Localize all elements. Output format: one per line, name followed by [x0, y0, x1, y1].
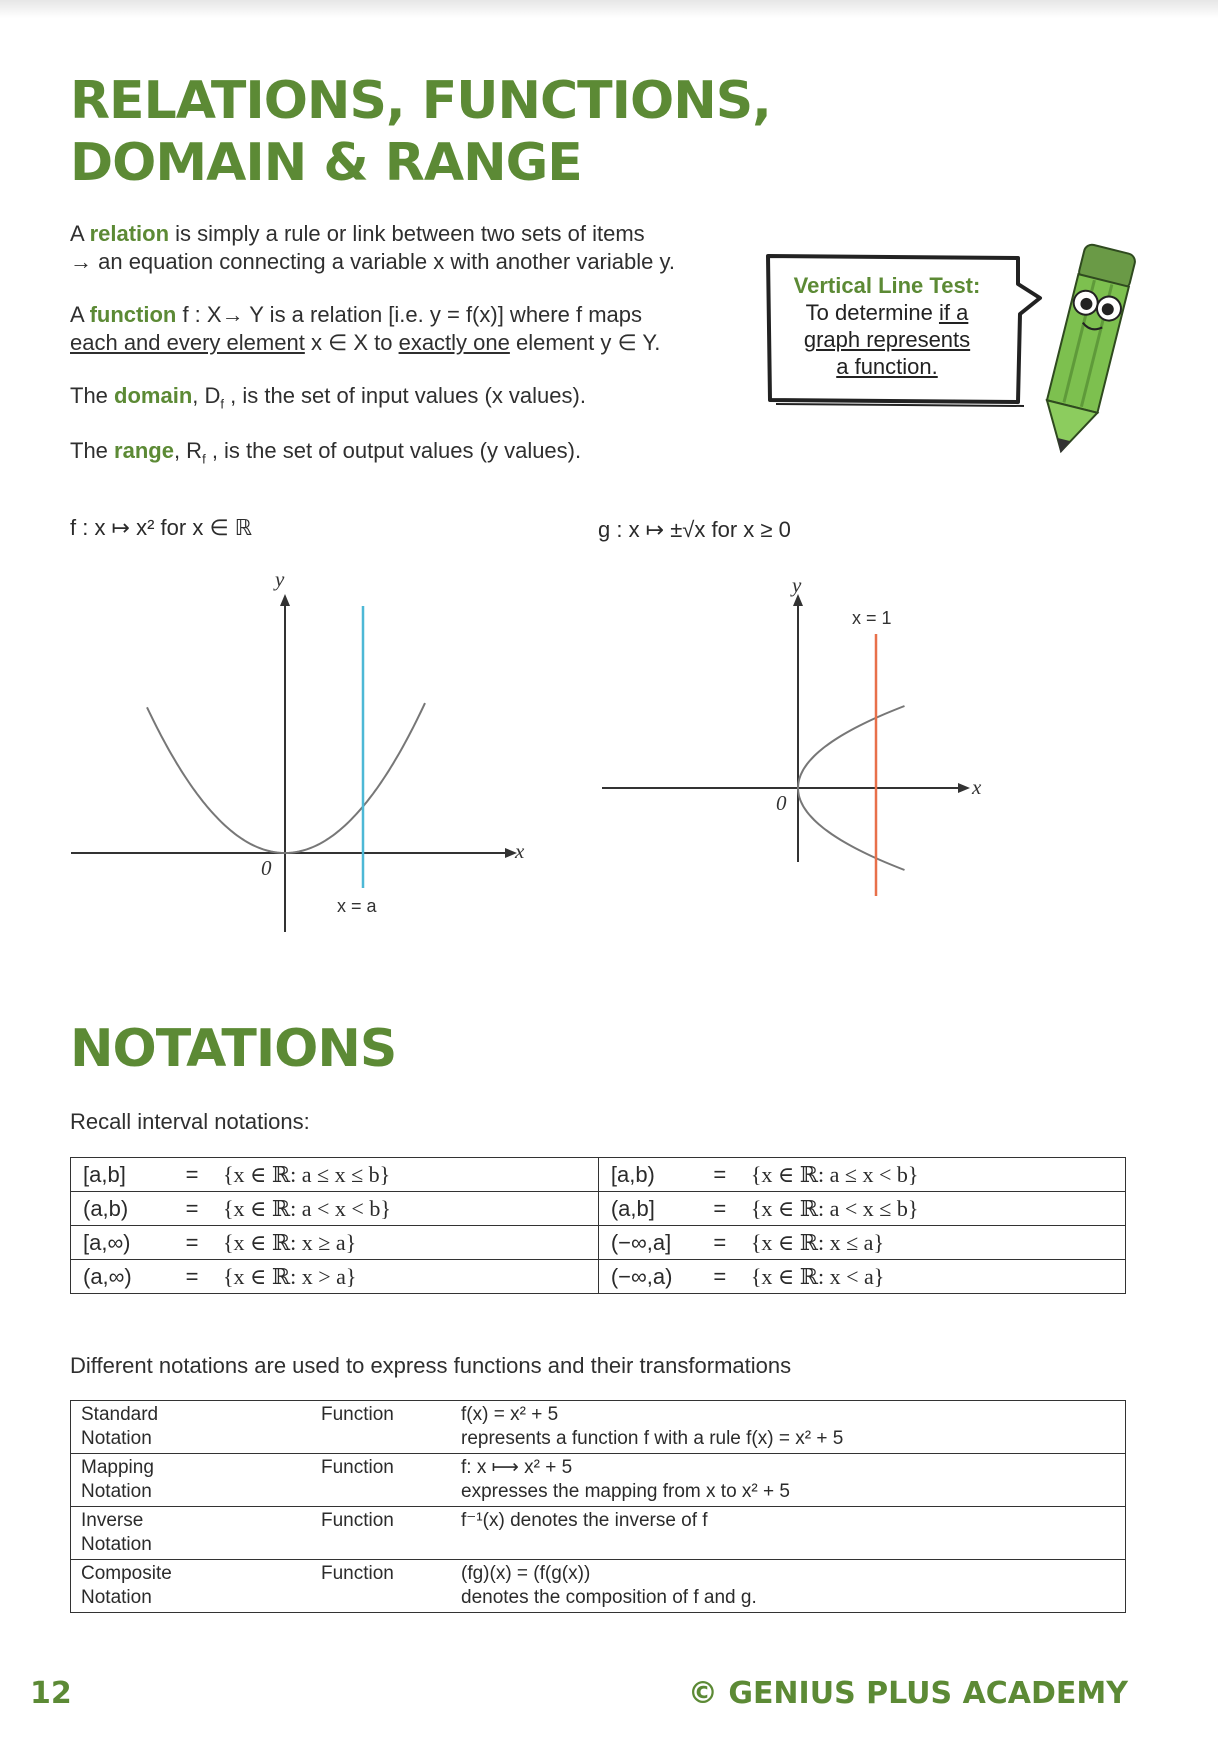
relation-definition: [70, 220, 675, 276]
range-definition: [70, 437, 581, 473]
function-underline-2: exactly one: [398, 330, 510, 355]
footer-copyright: © GENIUS PLUS ACADEMY: [687, 1676, 1128, 1711]
graph-f-parabola: [65, 560, 545, 940]
notation-name-line-1: Mapping: [81, 1457, 154, 1478]
notation-description-line-1: f(x) = x² + 5: [461, 1404, 559, 1425]
notation-description-line-1: f⁻¹(x) denotes the inverse of f: [461, 1510, 708, 1531]
notation-description-line-2: represents a function f with a rule f(x) = x² + 5: [461, 1428, 844, 1449]
interval-equals: =: [173, 1192, 211, 1226]
interval-row: [71, 1226, 1126, 1260]
graph-g-origin: 0: [776, 791, 787, 815]
notation-description-line-2: expresses the mapping from x to x² + 5: [461, 1481, 790, 1502]
function-end: element y ∈ Y.: [509, 330, 661, 355]
domain-post: , D: [192, 383, 221, 408]
interval-right-set: {x ∈ ℝ: a ≤ x < b}: [739, 1158, 1126, 1192]
notation-type: Function: [321, 1507, 451, 1560]
page-top-shadow: [0, 0, 1218, 18]
notation-name: [71, 1560, 322, 1613]
callout-line-2: graph represents: [803, 327, 971, 352]
domain-term: domain: [114, 383, 193, 408]
interval-left-notation: (a,b): [71, 1192, 174, 1226]
interval-right-set: {x ∈ ℝ: x ≤ a}: [739, 1226, 1126, 1260]
relation-pre: A: [70, 221, 90, 246]
range-post: , R: [173, 438, 203, 463]
interval-right-notation: (−∞,a]: [598, 1226, 701, 1260]
interval-notation-table: [70, 1157, 1126, 1294]
function-notation-row: [71, 1454, 1126, 1507]
callout-line-1-pre: To determine: [805, 300, 939, 325]
domain-pre: The: [70, 383, 115, 408]
graph-g-label: g : x ↦ ±√x for x ≥ 0: [598, 517, 791, 542]
notation-description-line-1: (fg)(x) = (f(g(x)): [461, 1563, 591, 1584]
interval-left-notation: [a,∞): [71, 1226, 174, 1260]
graph-f-label: f : x ↦ x² for x ∈ ℝ: [70, 515, 253, 540]
function-notation-row: [71, 1560, 1126, 1613]
interval-row: [71, 1260, 1126, 1294]
graph-f-y-label: y: [275, 567, 285, 591]
domain-definition: [70, 382, 586, 418]
function-pre: A: [70, 302, 90, 327]
function-mid: x ∈ X to: [304, 330, 399, 355]
graph-g-y-label: y: [792, 573, 802, 597]
function-notation-table: [70, 1400, 1126, 1613]
function-definition: [70, 301, 660, 357]
notation-description: [451, 1401, 1126, 1454]
callout-title: Vertical Line Test:: [793, 273, 981, 298]
interval-equals: =: [173, 1226, 211, 1260]
notation-description: [451, 1560, 1126, 1613]
title-line-1: RELATIONS, FUNCTIONS,: [70, 71, 771, 131]
interval-equals: =: [173, 1260, 211, 1294]
interval-right-set: {x ∈ ℝ: x < a}: [739, 1260, 1126, 1294]
callout-line-3: a function.: [836, 354, 938, 379]
interval-left-set: {x ∈ ℝ: x ≥ a}: [211, 1226, 598, 1260]
interval-right-notation: (−∞,a): [598, 1260, 701, 1294]
range-end: , is the set of output values (y values).: [205, 438, 582, 463]
range-sub: f: [202, 451, 206, 467]
range-pre: The: [70, 438, 115, 463]
notation-type: Function: [321, 1401, 451, 1454]
notation-name-line-2: Notation: [81, 1587, 152, 1608]
interval-row: [71, 1158, 1126, 1192]
graph-f-line-label: x = a: [337, 896, 377, 916]
interval-left-set: {x ∈ ℝ: x > a}: [211, 1260, 598, 1294]
interval-right-set: {x ∈ ℝ: a < x ≤ b}: [739, 1192, 1126, 1226]
title-line-2: DOMAIN & RANGE: [70, 133, 582, 193]
notation-description-line-2: denotes the composition of f and g.: [461, 1587, 757, 1608]
notation-name-line-1: Composite: [81, 1563, 172, 1584]
function-notation-row: [71, 1507, 1126, 1560]
interval-equals: =: [701, 1260, 739, 1294]
notation-description: [451, 1454, 1126, 1507]
notation-name-line-2: Notation: [81, 1428, 152, 1449]
notation-type: Function: [321, 1560, 451, 1613]
notation-name-line-2: Notation: [81, 1481, 152, 1502]
notations-title: NOTATIONS: [70, 1019, 397, 1079]
notation-name: [71, 1401, 322, 1454]
notation-description-line-1: f: x ⟼ x² + 5: [461, 1457, 573, 1478]
interval-left-set: {x ∈ ℝ: a ≤ x ≤ b}: [211, 1158, 598, 1192]
notation-name-line-2: Notation: [81, 1534, 152, 1555]
notation-name-line-1: Inverse: [81, 1510, 144, 1531]
notation-description: [451, 1507, 1126, 1560]
graph-f-x-label: x: [515, 839, 525, 863]
interval-equals: =: [701, 1226, 739, 1260]
page-number: 12: [30, 1676, 72, 1711]
notation-name: [71, 1507, 322, 1560]
callout-line-1-underline: if a: [938, 300, 969, 325]
notation-type: Function: [321, 1454, 451, 1507]
function-line-1: f : X→ Y is a relation [i.e. y = f(x)] where f maps: [176, 302, 642, 327]
relation-post: is simply a rule or link between two sets of items: [169, 221, 645, 246]
interval-intro: Recall interval notations:: [70, 1109, 310, 1134]
domain-sub: f: [220, 396, 225, 412]
callout-text: [772, 272, 1002, 380]
interval-row: [71, 1192, 1126, 1226]
interval-left-notation: (a,∞): [71, 1260, 174, 1294]
graph-f-origin: 0: [261, 856, 272, 880]
interval-right-notation: [a,b): [598, 1158, 701, 1192]
pencil-mascot-icon: [1030, 236, 1140, 466]
graph-g-sqrt: [598, 570, 998, 900]
function-notation-row: [71, 1401, 1126, 1454]
relation-line-2: → an equation connecting a variable x with another variable y.: [70, 249, 675, 274]
function-underline-1: each and every element: [70, 330, 305, 355]
graph-g-x-label: x: [972, 775, 982, 799]
domain-end: , is the set of input values (x values).: [224, 383, 586, 408]
vertical-line-test-callout: [764, 252, 1014, 400]
interval-equals: =: [701, 1192, 739, 1226]
function-term: function: [89, 302, 177, 327]
interval-right-notation: (a,b]: [598, 1192, 701, 1226]
notation-name-line-1: Standard: [81, 1404, 159, 1425]
range-term: range: [114, 438, 174, 463]
interval-left-notation: [a,b]: [71, 1158, 174, 1192]
function-notation-intro: Different notations are used to express functions and their transformations: [70, 1353, 792, 1378]
notation-name: [71, 1454, 322, 1507]
graph-g-line-label: x = 1: [852, 608, 892, 628]
page-title: [70, 70, 771, 194]
interval-left-set: {x ∈ ℝ: a < x < b}: [211, 1192, 598, 1226]
interval-equals: =: [701, 1158, 739, 1192]
relation-term: relation: [89, 221, 170, 246]
interval-equals: =: [173, 1158, 211, 1192]
